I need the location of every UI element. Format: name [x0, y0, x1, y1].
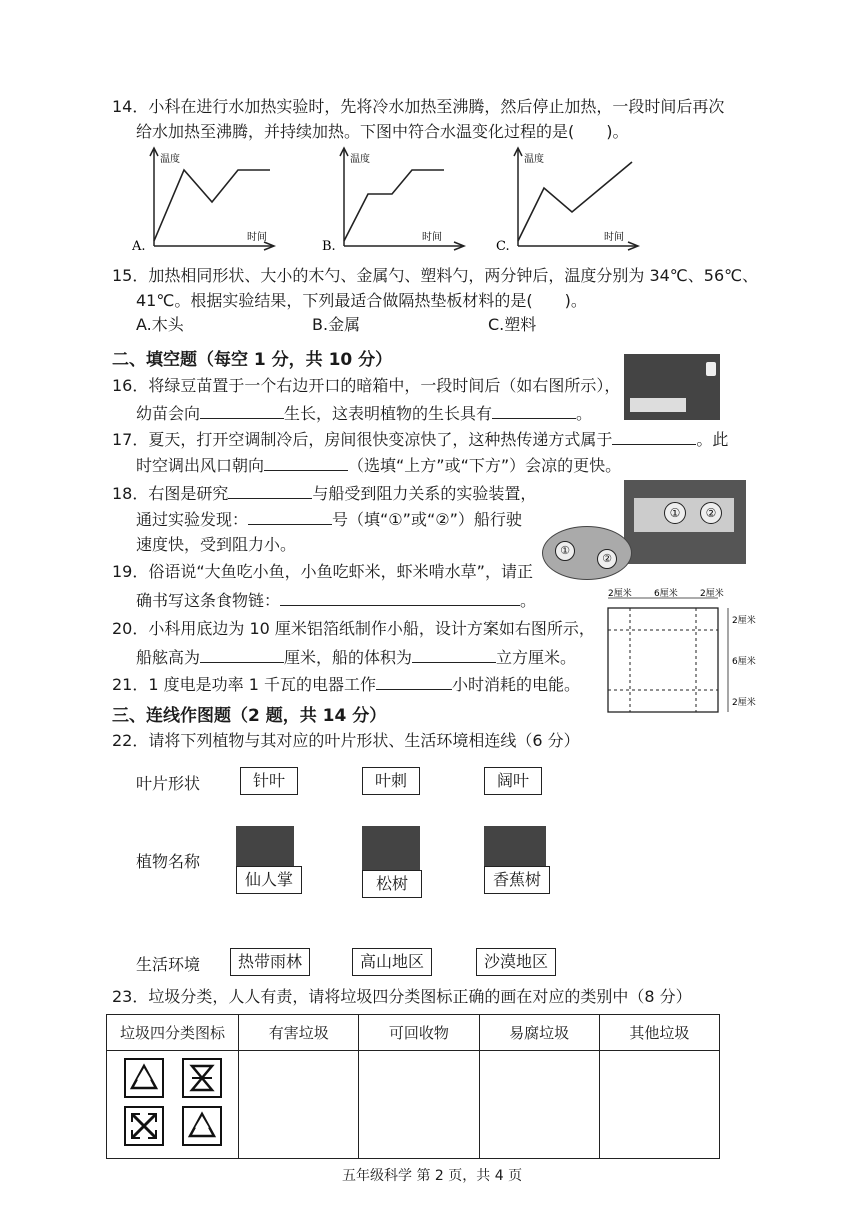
boat-1-marker: ①: [664, 502, 686, 524]
habitat-box-rainforest[interactable]: 热带雨林: [230, 948, 310, 976]
footer-divider: [120, 1158, 692, 1159]
q20-line2: [136, 646, 576, 669]
header-icons: 垃圾四分类图标: [107, 1015, 239, 1051]
banana-tree-photo: [484, 826, 546, 870]
cross-arrows-icon[interactable]: [124, 1106, 164, 1146]
q21-text-2: 小时消耗的电能。: [451, 675, 580, 694]
q15-option-a: A.木头: [136, 315, 184, 334]
row-label-leaf-shape: 叶片形状: [136, 774, 201, 793]
graph-c-ylabel: 温度: [524, 154, 544, 165]
q17-blank-2[interactable]: [264, 454, 348, 471]
q17-text-2: 。此: [696, 430, 729, 449]
graph-a-option: A.: [132, 239, 146, 254]
leaf-box-broad[interactable]: 阔叶: [484, 767, 542, 795]
graph-a-ylabel: 温度: [160, 154, 180, 165]
boat-2-marker: ②: [700, 502, 722, 524]
page-footer: 五年级科学 第 2 页，共 4 页: [342, 1168, 523, 1184]
q20-blank-1[interactable]: [200, 646, 284, 663]
q18-text-2: 与船受到阻力关系的实验装置，: [312, 484, 537, 503]
header-food-waste: 易腐垃圾: [479, 1015, 599, 1051]
q19-line1: 19．俗语说“大鱼吃小鱼，小鱼吃虾米，虾米啃水草”，请正: [112, 562, 533, 581]
q21-line: [112, 673, 580, 696]
boat-experiment-photo: [624, 480, 746, 564]
q19-text-1: 确书写这条食物链：: [136, 591, 281, 610]
q17-text-1: 17．夏天，打开空调制冷后，房间很快变凉快了，这种热传递方式属于: [112, 430, 613, 449]
row-label-plant-name: 植物名称: [136, 852, 201, 871]
recycle-icon[interactable]: [124, 1058, 164, 1098]
foil-boat-diagram: [596, 586, 772, 718]
diagram-right-label-1: 2厘米: [732, 616, 756, 626]
hourglass-icon[interactable]: [182, 1058, 222, 1098]
section-2-title: 二、填空题（每空 1 分，共 10 分）: [112, 350, 393, 370]
plant-box-banana[interactable]: 香蕉树: [484, 866, 550, 894]
cell-food-waste[interactable]: [479, 1051, 599, 1159]
cell-recyclable[interactable]: [359, 1051, 479, 1159]
header-recyclable: 可回收物: [359, 1015, 479, 1051]
recycle-icon[interactable]: [182, 1106, 222, 1146]
leaf-box-spine[interactable]: 叶刺: [362, 767, 420, 795]
graph-b-ylabel: 温度: [350, 154, 370, 165]
q15-line1: 15．加热相同形状、大小的木勺、金属勺、塑料勺，两分钟后，温度分别为 34℃、56℃、: [112, 266, 759, 285]
graph-b-xlabel: 时间: [422, 232, 442, 243]
q20-text-3: 厘米，船的体积为: [284, 648, 413, 667]
habitat-box-desert[interactable]: 沙漠地区: [476, 948, 556, 976]
q18-line2: [136, 508, 522, 531]
row-label-habitat: 生活环境: [136, 955, 201, 974]
q16-blank-1[interactable]: [200, 402, 284, 419]
cell-other[interactable]: [599, 1051, 719, 1159]
boat-closeup-photo: [542, 526, 632, 580]
q18-text-4: 号（填“①”或“②”）船行驶: [332, 510, 522, 529]
q20-blank-2[interactable]: [412, 646, 496, 663]
graph-option-a: [132, 146, 282, 256]
q16-blank-2[interactable]: [492, 402, 576, 419]
q16-line1: 16．将绿豆苗置于一个右边开口的暗箱中，一段时间后（如右图所示），: [112, 376, 621, 395]
closeup-marker-1: ①: [555, 541, 575, 561]
q17-text-4: （选填“上方”或“下方”）会凉的更快。: [348, 456, 622, 475]
q17-line2: [136, 454, 621, 477]
plant-box-cactus[interactable]: 仙人掌: [236, 866, 302, 894]
q18-blank-2[interactable]: [248, 508, 332, 525]
section-3-title: 三、连线作图题（2 题，共 14 分）: [112, 706, 387, 726]
graph-c-xlabel: 时间: [604, 232, 624, 243]
graph-option-c: [496, 146, 646, 256]
q21-text-1: 21．1 度电是功率 1 千瓦的电器工作: [112, 675, 376, 694]
q19-line2: [136, 589, 536, 612]
q15-option-b: B.金属: [312, 315, 361, 334]
header-other: 其他垃圾: [599, 1015, 719, 1051]
graph-option-b: [322, 146, 472, 256]
header-hazardous: 有害垃圾: [239, 1015, 359, 1051]
q20-text-4: 立方厘米。: [496, 648, 577, 667]
graph-b-option: B.: [322, 239, 336, 254]
q22-line1: 22．请将下列植物与其对应的叶片形状、生活环境相连线（6 分）: [112, 731, 580, 750]
q20-text-2: 船舷高为: [136, 648, 201, 667]
q17-line1: [112, 428, 728, 451]
q15-option-c: C.塑料: [488, 315, 537, 334]
q16-text-3: 。: [576, 404, 593, 423]
q15-line2: 41℃。根据实验结果，下列最适合做隔热垫板材料的是( )。: [136, 291, 587, 310]
sprout-box-photo: [624, 354, 720, 420]
diagram-top-label-1: 2厘米: [608, 589, 632, 599]
closeup-marker-2: ②: [597, 549, 617, 569]
diagram-right-label-2: 6厘米: [732, 657, 756, 667]
diagram-top-label-2: 6厘米: [654, 589, 678, 599]
q16-line2: [136, 402, 592, 425]
q18-text-3: 通过实验发现：: [136, 510, 249, 529]
habitat-box-highland[interactable]: 高山地区: [352, 948, 432, 976]
q14-line1: 14．小科在进行水加热实验时，先将冷水加热至沸腾，然后停止加热，一段时间后再次: [112, 97, 725, 116]
q21-blank[interactable]: [376, 673, 452, 690]
plant-box-pine[interactable]: 松树: [362, 870, 422, 898]
q18-line3: 速度快，受到阻力小。: [136, 535, 297, 554]
q14-line2: 给水加热至沸腾，并持续加热。下图中符合水温变化过程的是( )。: [136, 122, 629, 141]
q19-text-2: 。: [520, 591, 537, 610]
graph-c-option: C.: [496, 239, 510, 254]
q18-text-1: 18．右图是研究: [112, 484, 229, 503]
diagram-right-label-3: 2厘米: [732, 698, 756, 708]
q17-text-3: 时空调出风口朝向: [136, 456, 265, 475]
q19-blank[interactable]: [280, 589, 520, 606]
q18-blank-1[interactable]: [228, 482, 312, 499]
q18-line1: [112, 482, 536, 505]
diagram-top-label-3: 2厘米: [700, 589, 724, 599]
q16-text-2: 生长，这表明植物的生长具有: [284, 404, 493, 423]
q16-text-1: 幼苗会向: [136, 404, 201, 423]
pine-photo: [362, 826, 420, 874]
cell-hazardous[interactable]: [239, 1051, 359, 1159]
leaf-box-needle[interactable]: 针叶: [240, 767, 298, 795]
graph-a-xlabel: 时间: [247, 232, 267, 243]
q17-blank-1[interactable]: [612, 428, 696, 445]
q23-line1: 23．垃圾分类，人人有责，请将垃圾四分类图标正确的画在对应的类别中（8 分）: [112, 987, 692, 1006]
q20-line1: 20．小科用底边为 10 厘米铝箔纸制作小船，设计方案如右图所示，: [112, 619, 595, 638]
